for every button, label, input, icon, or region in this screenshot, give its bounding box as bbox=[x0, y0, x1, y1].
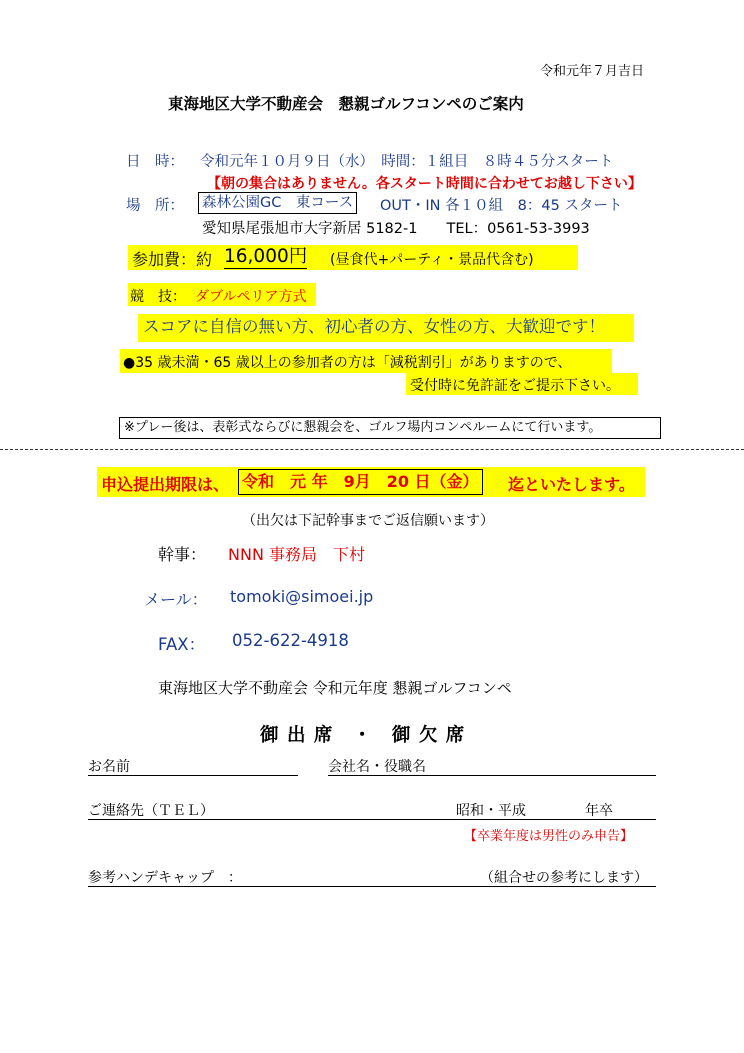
competition-label: 競 技： bbox=[130, 289, 186, 305]
schedule-value: 令和元年１０月９日（水） 時間：１組目 ８時４５分スタート bbox=[200, 154, 614, 170]
venue-course: 森林公園GC 東コース bbox=[198, 192, 357, 214]
name-field[interactable] bbox=[88, 756, 298, 776]
handicap-label: 参考ハンデキャップ ： bbox=[88, 870, 242, 886]
schedule-label: 日 時： bbox=[126, 154, 184, 170]
fee-amount: 16,000円 bbox=[224, 246, 308, 267]
after-play-note: ※プレー後は、表彰式ならびに懇親会を、ゴルフ場内コンペルームにて行います。 bbox=[119, 417, 661, 439]
organizer-value: NNN 事務局 下村 bbox=[228, 545, 365, 564]
grad-year-label: 年卒 bbox=[585, 803, 613, 819]
schedule-note: 【朝の集合はありません。各スタート時間に合わせてお越し下さい】 bbox=[207, 176, 642, 192]
mail-address[interactable]: tomoki@simoei.jp bbox=[230, 587, 374, 606]
fee-label: 参加費：約 bbox=[132, 250, 213, 269]
company-field[interactable] bbox=[328, 756, 656, 776]
company-label: 会社名・役職名 bbox=[328, 759, 426, 775]
contact-label: ご連絡先（ＴＥＬ） bbox=[88, 803, 214, 819]
contact-field[interactable] bbox=[88, 800, 656, 820]
venue-label: 場 所： bbox=[126, 198, 184, 214]
issue-date: 令和元年７月吉日 bbox=[540, 64, 645, 79]
cut-line-divider bbox=[0, 449, 744, 450]
name-label: お名前 bbox=[88, 759, 130, 775]
welcome-message: スコアに自信の無い方、初心者の方、女性の方、大歓迎です！ bbox=[143, 317, 605, 336]
organizer-label: 幹事： bbox=[158, 545, 207, 564]
page-title: 東海地区大学不動産会 懇親ゴルフコンペのご案内 bbox=[168, 95, 524, 113]
competition-value: ダブルペリア方式 bbox=[195, 289, 307, 305]
venue-groups: OUT・IN 各１０組 8：45 スタート bbox=[380, 198, 623, 214]
reply-note: （出欠は下記幹事までご返信願います） bbox=[242, 513, 494, 529]
discount-line-2: 受付時に免許証をご提示下さい。 bbox=[410, 378, 620, 394]
discount-line-1: ●35 歳未満・65 歳以上の参加者の方は「減税割引」がありますので、 bbox=[123, 355, 572, 371]
deadline-suffix: 迄といたします。 bbox=[508, 475, 635, 494]
attendance-choice[interactable]: 御 出 席 ・ 御 欠 席 bbox=[260, 725, 466, 746]
handicap-note: （組合せの参考にします） bbox=[480, 870, 648, 886]
era-label: 昭和・平成 bbox=[456, 803, 526, 819]
fax-number: 052-622-4918 bbox=[232, 631, 349, 650]
form-event-title: 東海地区大学不動産会 令和元年度 懇親ゴルフコンペ bbox=[158, 679, 512, 697]
venue-address: 愛知県尾張旭市大字新居 5182-1 TEL：0561-53-3993 bbox=[202, 221, 590, 237]
deadline-prefix: 申込提出期限は、 bbox=[101, 475, 230, 494]
deadline-date: 令和 元 年 9月 20 日（金） bbox=[238, 469, 483, 495]
mail-label: メール： bbox=[144, 590, 208, 609]
grad-year-note: 【卒業年度は男性のみ申告】 bbox=[464, 829, 634, 844]
fee-note: (昼食代+パーティ・景品代含む) bbox=[330, 252, 534, 268]
fax-label: FAX： bbox=[158, 635, 206, 654]
